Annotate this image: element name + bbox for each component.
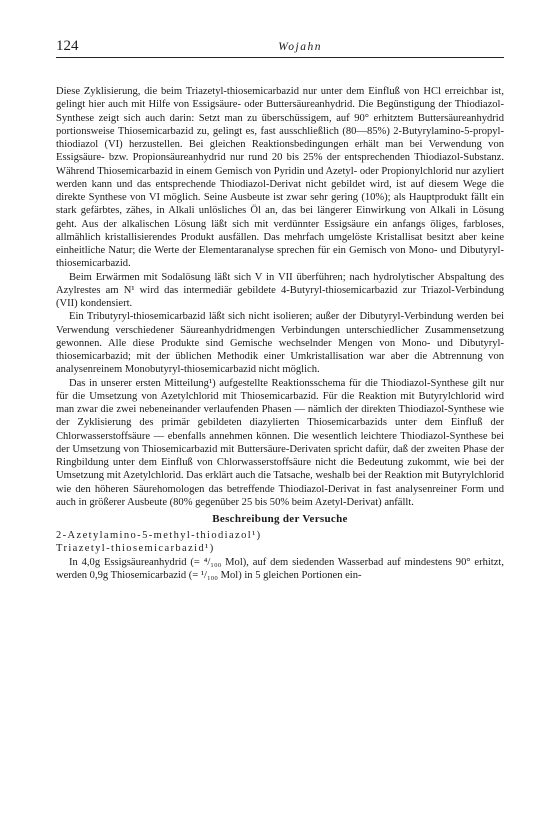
paragraph-5: In 4,0g Essigsäureanhydrid (= ⁴/₁₀₀ Mol), auf dem siedenden Wasserbad auf mindestens 90° erhitzt, werden 0,9g Thiosemicarbazid (= ¹/₁₀₀ Mol) in 5 gleichen Portionen ein-	[56, 556, 504, 581]
paragraph-4: Das in unserer ersten Mitteilung¹) aufgestellte Reaktionsschema für die Thiodiazol-Synthese gilt nur für die Umsetzung von Azetylchlorid mit Thiosemicarbazid. Für die Reaktion mit Butyrylchlorid wird man zwar die zwei nebeneinander verlaufenden Phasen — nämlich der direkten Thiodiazol-Synthese wie der Zyklisierung des primär gebildeten diazylierten Thiosemicarbazids unter dem Einfluß der Chlorwasserstoffsäure — ebenfalls annehmen können. Die wesentlich leichtere Thiodiazol-Synthese bei der Umsetzung von Thiosemicarbazid mit Buttersäure-Derivaten spricht dafür, daß der zweiten Phase der Ringbildung unter dem Einfluß von Chlorwasserstoffsäure nicht die Bedeutung zukommt, wie bei der Umsetzung mit Azetylchlorid. Das erklärt auch die Tatsache, weshalb bei der Reaktion mit Butyrylchlorid wie den höheren Säurehomologen das betreffende Thiodiazol-Derivat in fast analysenreiner Form und auch in größerer Ausbeute (80% gegenüber 25 bis 50% beim Azetyl-Derivat) anfällt.	[56, 377, 504, 508]
page-number: 124	[56, 38, 79, 54]
running-head: Wojahn	[278, 41, 322, 53]
paragraph-2: Beim Erwärmen mit Sodalösung läßt sich V in VII überführen; nach hydrolytischer Abspaltung des Azylrestes am N¹ wird das intermediär gebildete 4-Butyryl-thiosemicarbazid zur Triazol-Verbindung (VII) kondensiert.	[56, 271, 504, 309]
page-header	[56, 38, 504, 54]
compound-heading-1: 2-Azetylamino-5-methyl-thiodiazol¹)	[56, 530, 262, 541]
paragraph-3: Ein Tributyryl-thiosemicarbazid läßt sich nicht isolieren; außer der Dibutyryl-Verbindung werden bei Verwendung verschiedener Säureanhydridmengen Verbindungen unterschiedlicher Zusammensetzung gewonnen. Alle diese Produkte sind Gemische wechselnder Mengen von Mono- und Dibutyryl-thiosemicarbazid; mit der üblichen Methodik einer Umkristallisation war aber die Abtrennung von analysenreinem Monobutyryl-thiosemicarbazid nicht möglich.	[56, 311, 504, 376]
header-rule	[56, 57, 504, 58]
page	[56, 38, 504, 582]
paragraph-1: Diese Zyklisierung, die beim Triazetyl-thiosemicarbazid nur unter dem Einfluß von HCl erreichbar ist, gelingt hier auch mit Hilfe von Essigsäure- oder Buttersäureanhydrid. Die Begünstigung der Thiodiazol-Synthese zeigt sich auch darin: Setzt man zu überschüssigem, auf 90° erhitztem Buttersäureanhydrid portionsweise Thiosemicarbazid zu, gelingt es, fast ausschließlich (80—85%) 2-Butyrylamino-5-propyl-thiodiazol (VI) herzustellen. Bei gleichen Reaktionsbedingungen erhält man bei Verwendung von Essigsäure- bzw. Propionsäureanhydrid nur rund 20 bis 25% der entsprechenden Thiodiazol-Substanz. Während Thiosemicarbazid in einem Gemisch von Pyridin und Azetyl- oder Propionylchlorid nur azyliert werden kann und das entsprechende Thiodiazol-Derivat nicht gebildet wird, ist auf diesem Wege die direkte Synthese von VI möglich. Seine Ausbeute ist zwar sehr gering (10%); als Hauptprodukt fällt ein stark gefärbtes, zähes, in Alkali unlösliches Öl an, das bei längerer Einwirkung von Alkali in Lösung geht. Aus der alkalischen Lösung läßt sich mit verdünnter Essigsäure ein anfangs öliges, farbloses, allmählich kristallisierendes Produkt ausfällen. Das mehrfach umgelöste Kristallisat besitzt aber keine einheitliche Natur; die Werte der Elementaranalyse sprechen für ein Gemisch von Mono- und Dibutyryl-thiosemicarbazid.	[56, 86, 504, 270]
compound-heading-2: Triazetyl-thiosemicarbazid¹)	[56, 543, 215, 555]
section-title: Beschreibung der Versuche	[212, 513, 348, 525]
